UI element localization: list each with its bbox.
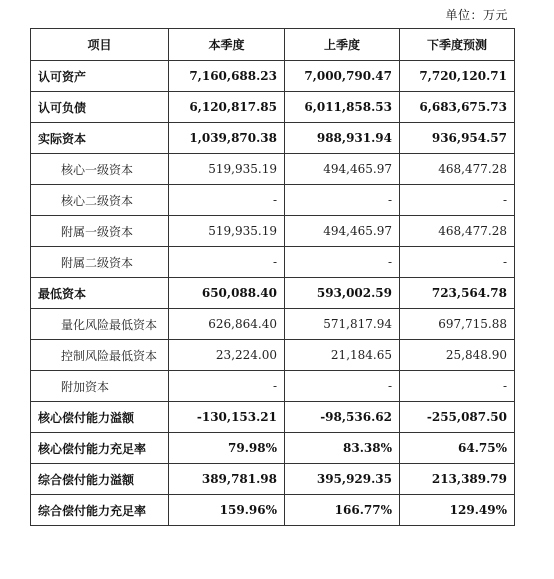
previous-quarter-value: -	[285, 371, 400, 402]
next-quarter-forecast-value: 697,715.88	[400, 309, 515, 340]
table-row	[31, 464, 515, 495]
row-label: 最低资本	[31, 278, 169, 309]
next-quarter-forecast-value: -	[400, 247, 515, 278]
previous-quarter-value: 166.77%	[285, 495, 400, 526]
current-quarter-value: 626,864.40	[169, 309, 285, 340]
current-quarter-value: -	[169, 371, 285, 402]
row-label: 认可资产	[31, 61, 169, 92]
row-label: 核心偿付能力充足率	[31, 433, 169, 464]
next-quarter-forecast-value: -	[400, 185, 515, 216]
current-quarter-value: 650,088.40	[169, 278, 285, 309]
row-label: 核心二级资本	[31, 185, 169, 216]
next-quarter-forecast-value: 723,564.78	[400, 278, 515, 309]
current-quarter-value: 1,039,870.38	[169, 123, 285, 154]
table-row	[31, 123, 515, 154]
current-quarter-value: 519,935.19	[169, 216, 285, 247]
previous-quarter-value: 593,002.59	[285, 278, 400, 309]
row-label: 附属二级资本	[31, 247, 169, 278]
next-quarter-forecast-value: 936,954.57	[400, 123, 515, 154]
table-row	[31, 278, 515, 309]
table-header-row	[31, 29, 515, 61]
current-quarter-value: -130,153.21	[169, 402, 285, 433]
current-quarter-value: 7,160,688.23	[169, 61, 285, 92]
previous-quarter-value: 494,465.97	[285, 154, 400, 185]
next-quarter-forecast-value: 213,389.79	[400, 464, 515, 495]
table-row	[31, 247, 515, 278]
next-quarter-forecast-value: 129.49%	[400, 495, 515, 526]
header-item: 项目	[31, 29, 169, 61]
table-row	[31, 371, 515, 402]
table-row	[31, 402, 515, 433]
table-row	[31, 61, 515, 92]
previous-quarter-value: 494,465.97	[285, 216, 400, 247]
header-current-quarter: 本季度	[169, 29, 285, 61]
row-label: 核心偿付能力溢额	[31, 402, 169, 433]
row-label: 附加资本	[31, 371, 169, 402]
row-label: 量化风险最低资本	[31, 309, 169, 340]
row-label: 认可负债	[31, 92, 169, 123]
next-quarter-forecast-value: -255,087.50	[400, 402, 515, 433]
row-label: 综合偿付能力充足率	[31, 495, 169, 526]
next-quarter-forecast-value: 6,683,675.73	[400, 92, 515, 123]
current-quarter-value: 6,120,817.85	[169, 92, 285, 123]
previous-quarter-value: 21,184.65	[285, 340, 400, 371]
previous-quarter-value: 571,817.94	[285, 309, 400, 340]
header-next-quarter-forecast: 下季度预测	[400, 29, 515, 61]
row-label: 附属一级资本	[31, 216, 169, 247]
solvency-capital-table	[30, 28, 515, 526]
table-row	[31, 340, 515, 371]
table-row	[31, 495, 515, 526]
previous-quarter-value: -	[285, 247, 400, 278]
row-label: 核心一级资本	[31, 154, 169, 185]
next-quarter-forecast-value: 468,477.28	[400, 154, 515, 185]
table-row	[31, 216, 515, 247]
previous-quarter-value: -	[285, 185, 400, 216]
previous-quarter-value: 988,931.94	[285, 123, 400, 154]
next-quarter-forecast-value: 7,720,120.71	[400, 61, 515, 92]
table-row	[31, 154, 515, 185]
previous-quarter-value: 395,929.35	[285, 464, 400, 495]
next-quarter-forecast-value: 25,848.90	[400, 340, 515, 371]
header-previous-quarter: 上季度	[285, 29, 400, 61]
next-quarter-forecast-value: -	[400, 371, 515, 402]
current-quarter-value: 23,224.00	[169, 340, 285, 371]
previous-quarter-value: 6,011,858.53	[285, 92, 400, 123]
table-row	[31, 433, 515, 464]
next-quarter-forecast-value: 468,477.28	[400, 216, 515, 247]
row-label: 实际资本	[31, 123, 169, 154]
table-row	[31, 185, 515, 216]
previous-quarter-value: 7,000,790.47	[285, 61, 400, 92]
current-quarter-value: 79.98%	[169, 433, 285, 464]
table-body	[31, 61, 515, 526]
row-label: 综合偿付能力溢额	[31, 464, 169, 495]
previous-quarter-value: 83.38%	[285, 433, 400, 464]
table-row	[31, 309, 515, 340]
current-quarter-value: 389,781.98	[169, 464, 285, 495]
row-label: 控制风险最低资本	[31, 340, 169, 371]
current-quarter-value: 519,935.19	[169, 154, 285, 185]
unit-note: 单位：万元	[445, 8, 508, 22]
next-quarter-forecast-value: 64.75%	[400, 433, 515, 464]
current-quarter-value: -	[169, 247, 285, 278]
current-quarter-value: -	[169, 185, 285, 216]
table-row	[31, 92, 515, 123]
current-quarter-value: 159.96%	[169, 495, 285, 526]
previous-quarter-value: -98,536.62	[285, 402, 400, 433]
